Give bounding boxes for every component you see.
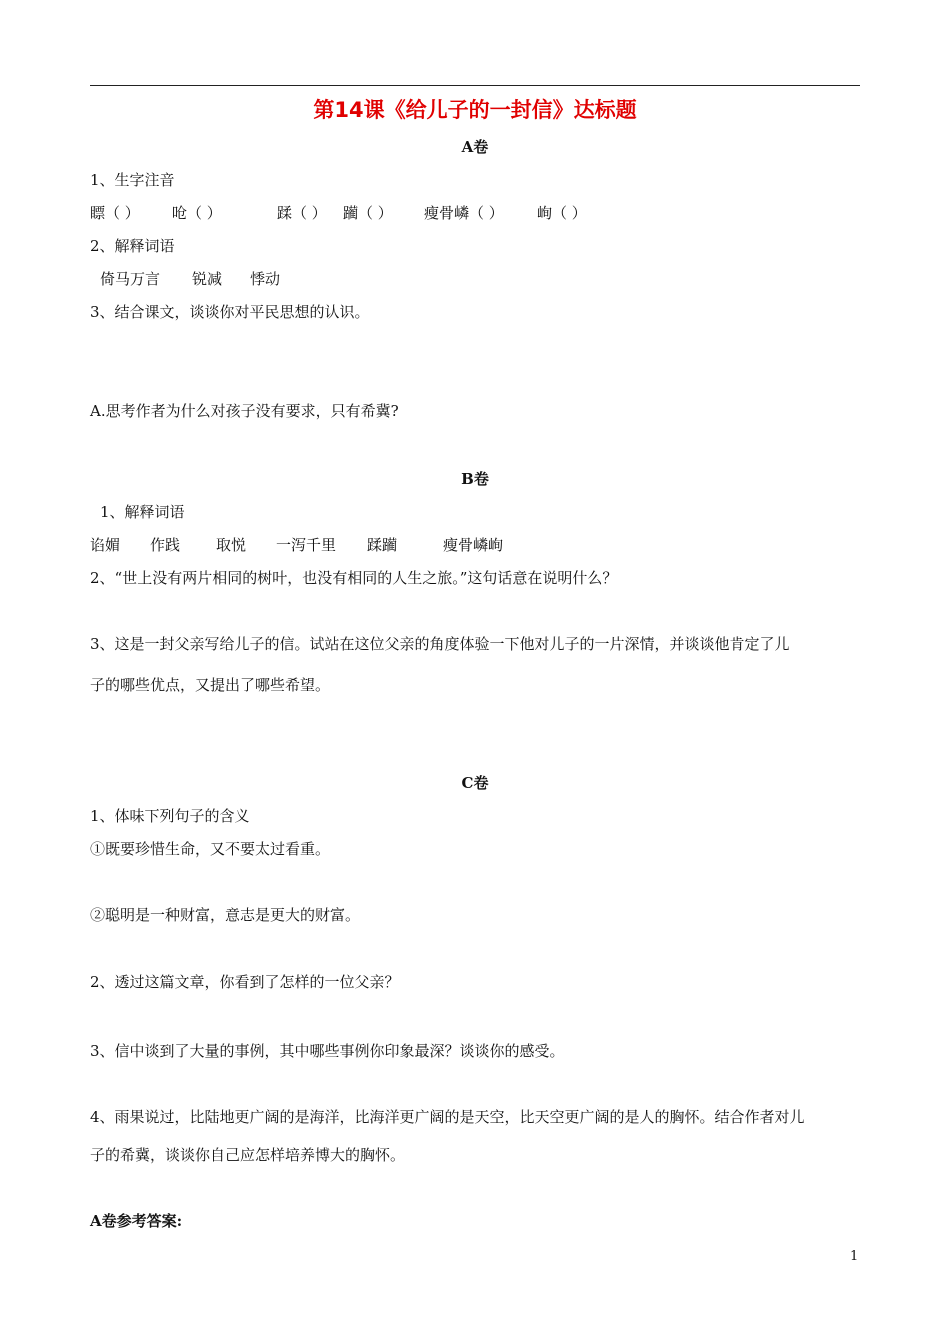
b-q1-word: 一泻千里 xyxy=(276,536,337,554)
b-q2: 2、“世上没有两片相同的树叶，也没有相同的人生之旅。”这句话意在说明什么？ xyxy=(90,569,618,587)
a-q1-char: 蹂（ ） xyxy=(277,204,327,222)
a-q1-char: 躏（ ） xyxy=(343,204,393,222)
a-q2-word: 倚马万言 xyxy=(100,270,161,288)
a-q1-char: 瘦骨嶙（ ） xyxy=(424,204,504,222)
b-q1-label: 1、解释词语 xyxy=(100,503,185,521)
b-q1-word: 取悦 xyxy=(216,536,247,554)
b-q1-word: 谄媚 xyxy=(90,536,121,554)
c-q4-line1: 4、雨果说过，比陆地更广阔的是海洋，比海洋更广阔的是天空，比天空更广阔的是人的胸怀。结合作者对儿 xyxy=(90,1108,805,1126)
a-q1-char: 峋（ ） xyxy=(537,204,587,222)
header-rule xyxy=(90,85,860,86)
section-b-heading: B卷 xyxy=(461,470,489,488)
a-q4: A.思考作者为什么对孩子没有要求，只有希冀? xyxy=(90,402,399,420)
a-q2-word: 悸动 xyxy=(250,270,281,288)
a-q2-word: 锐减 xyxy=(192,270,223,288)
b-q1-word: 蹂躏 xyxy=(367,536,398,554)
page-title: 第14课《给儿子的一封信》达标题 xyxy=(313,98,637,122)
a-q2-label: 2、解释词语 xyxy=(90,237,175,255)
b-q1-word: 作践 xyxy=(150,536,181,554)
c-q4-line2: 子的希冀，谈谈你自己应怎样培养博大的胸怀。 xyxy=(90,1146,406,1164)
c-q1-sentence: ①既要珍惜生命，又不要太过看重。 xyxy=(90,840,331,858)
a-q1-label: 1、生字注音 xyxy=(90,171,175,189)
a-q1-char: 瞟（ ） xyxy=(90,204,140,222)
c-q1-sentence: ②聪明是一种财富，意志是更大的财富。 xyxy=(90,906,361,924)
b-q3-line1: 3、这是一封父亲写给儿子的信。试站在这位父亲的角度体验一下他对儿子的一片深情，并谈谈他肯定了儿 xyxy=(90,635,790,653)
section-c-heading: C卷 xyxy=(461,774,489,792)
section-a-heading: A卷 xyxy=(461,138,489,156)
c-q2: 2、透过这篇文章，你看到了怎样的一位父亲？ xyxy=(90,973,400,991)
c-q3: 3、信中谈到了大量的事例，其中哪些事例你印象最深？谈谈你的感受。 xyxy=(90,1042,565,1060)
b-q3-line2: 子的哪些优点，又提出了哪些希望。 xyxy=(90,676,331,694)
b-q1-word: 瘦骨嶙峋 xyxy=(443,536,504,554)
c-q1-label: 1、体味下列句子的含义 xyxy=(90,807,250,825)
page-number: 1 xyxy=(850,1249,859,1264)
a-q1-char: 呛（ ） xyxy=(172,204,222,222)
answers-heading: A卷参考答案: xyxy=(90,1212,183,1230)
a-q3: 3、结合课文，谈谈你对平民思想的认识。 xyxy=(90,303,370,321)
